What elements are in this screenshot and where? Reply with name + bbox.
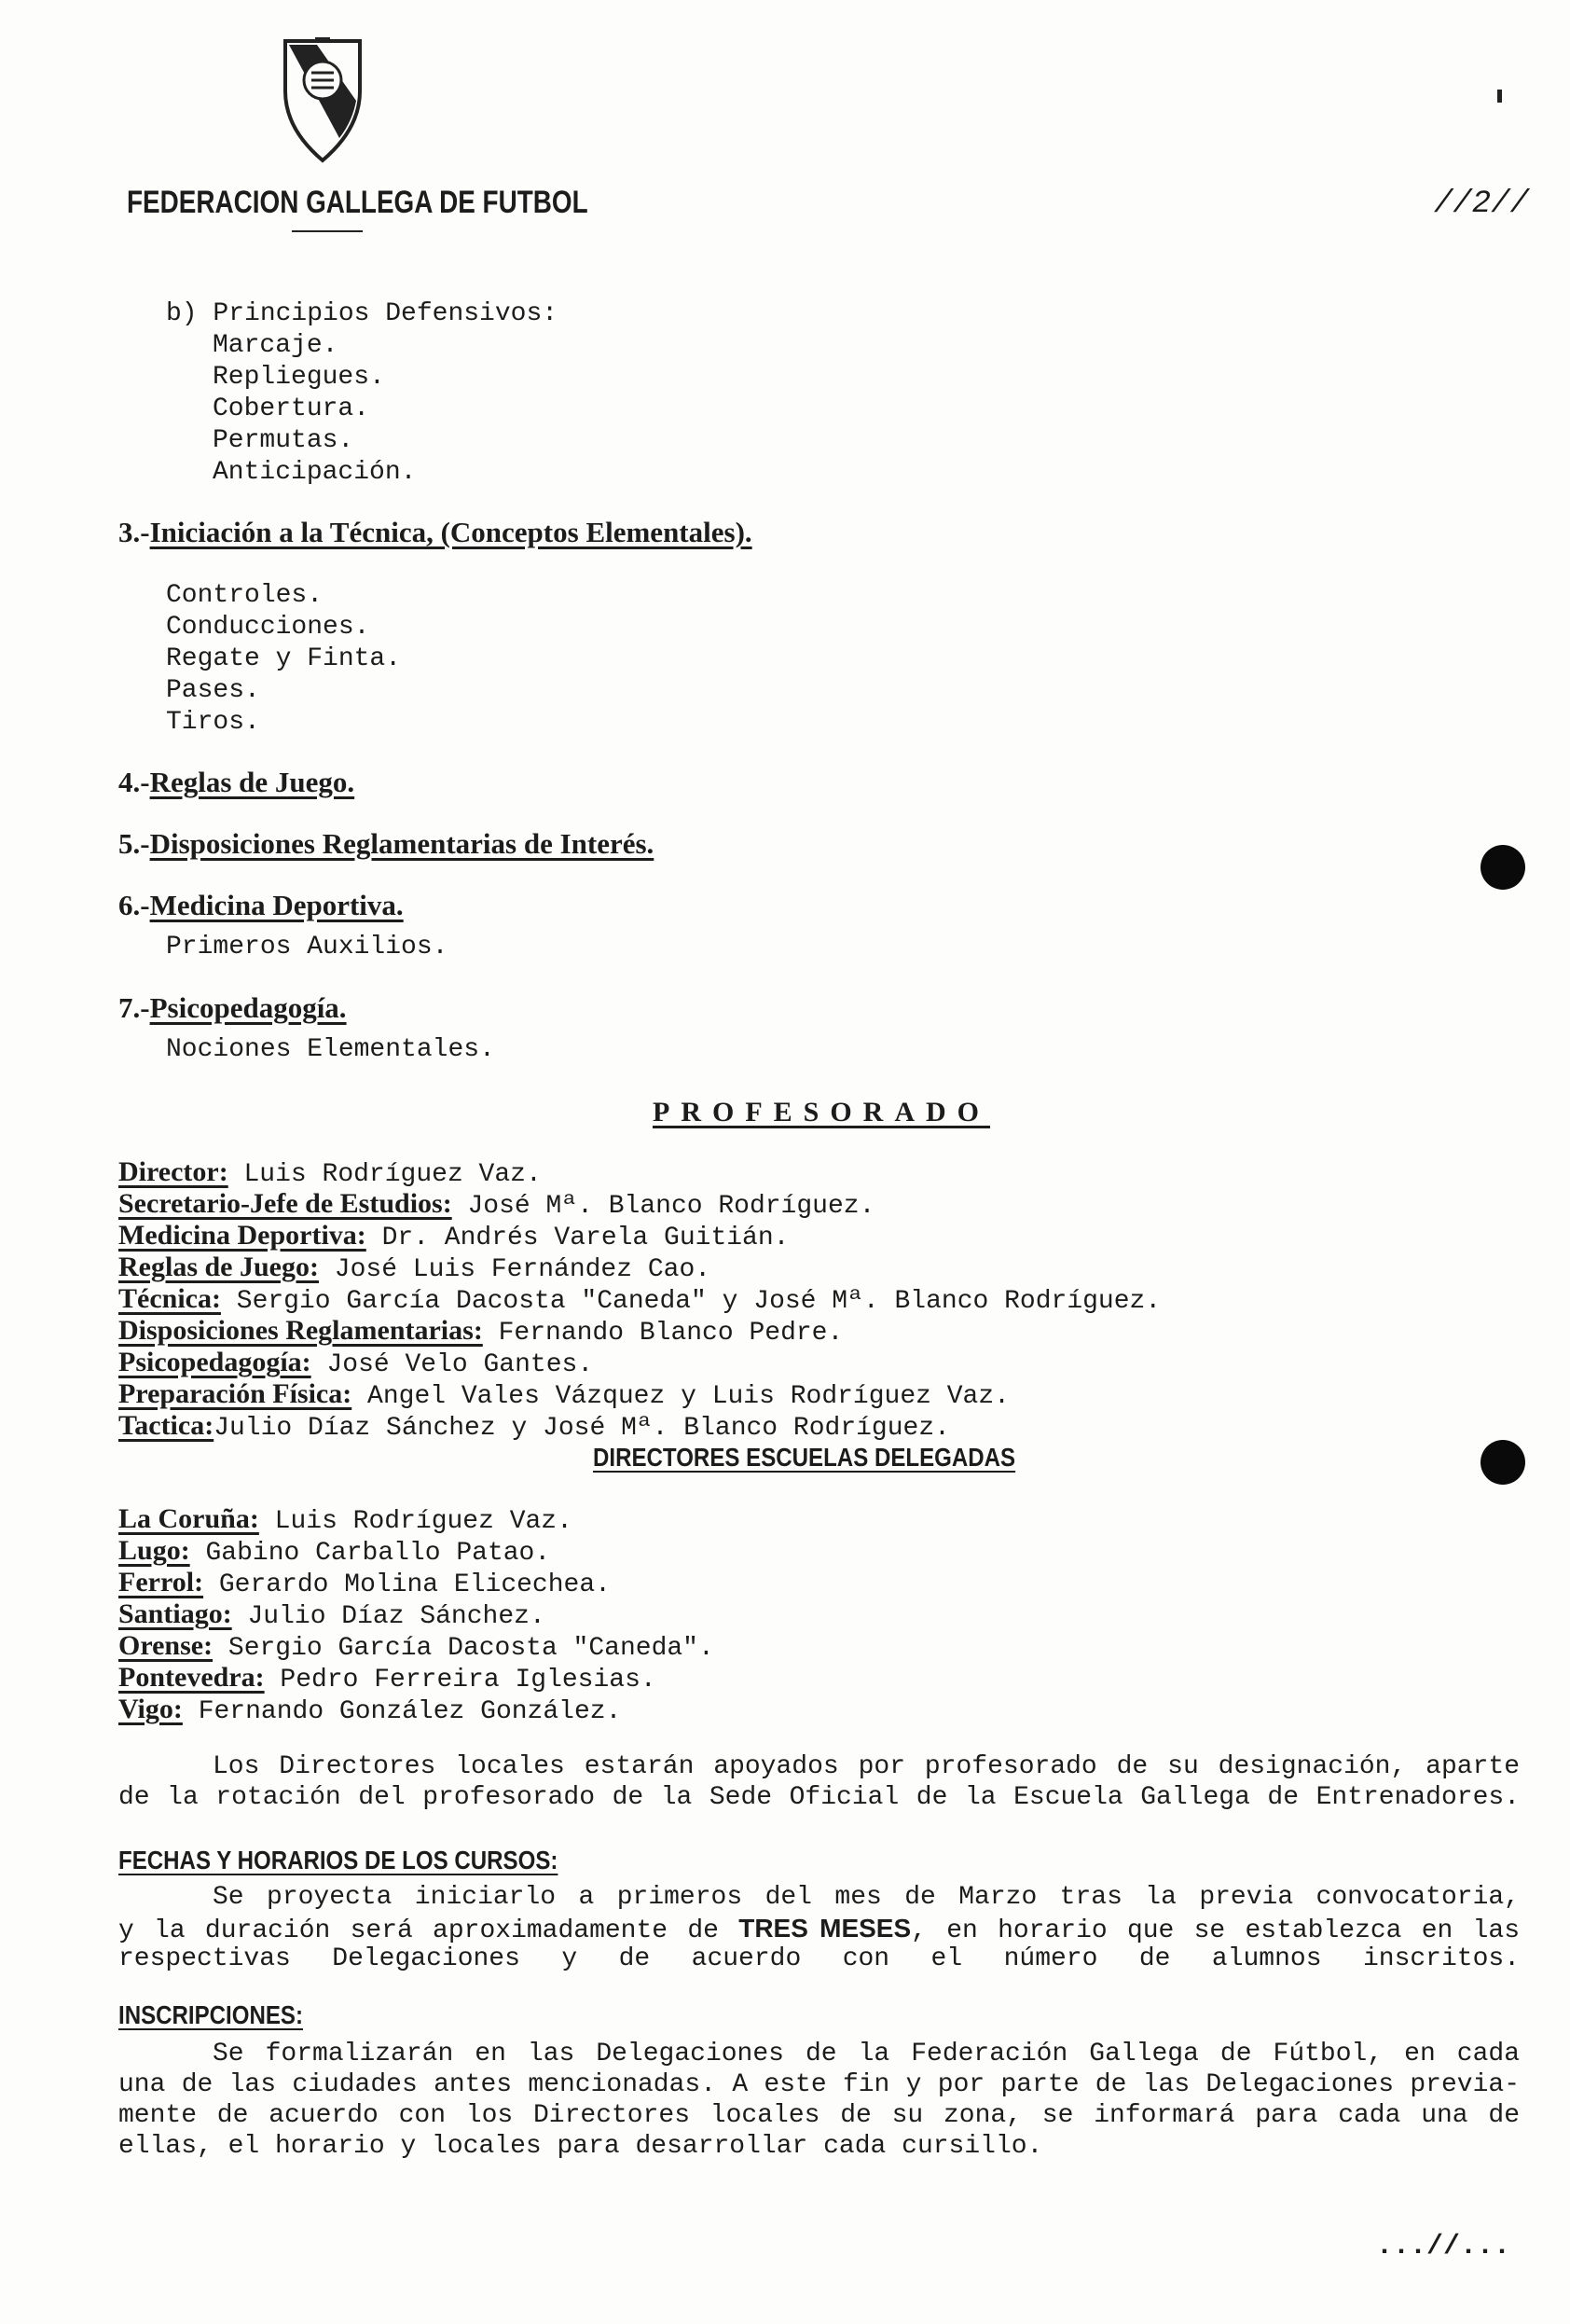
text-run: y la duración será aproximadamente de xyxy=(118,1916,719,1945)
staff-row xyxy=(118,1220,789,1254)
staff-role: Preparación Física: xyxy=(118,1378,352,1409)
staff-name: Julio Díaz Sánchez y José Mª. Blanco Rodríguez. xyxy=(213,1414,950,1443)
staff-name: Luis Rodríguez Vaz. xyxy=(227,1160,542,1189)
staff-role: Director: xyxy=(118,1156,228,1187)
director-name: Gerardo Molina Elicechea. xyxy=(203,1570,611,1599)
staff-name: José Mª. Blanco Rodríguez. xyxy=(451,1192,875,1221)
paragraph-line: una de las ciudades antes mencionadas. A este fin y por parte de las Delegaciones previa- xyxy=(118,2070,1520,2099)
list-item: Controles. xyxy=(166,581,324,610)
section-6-text: Primeros Auxilios. xyxy=(166,933,448,961)
section-number: 7.- xyxy=(118,991,150,1024)
director-row xyxy=(118,1662,656,1696)
city-label: La Coruña: xyxy=(118,1503,259,1534)
list-item: Regate y Finta. xyxy=(166,644,402,673)
list-item: Conducciones. xyxy=(166,613,370,642)
staff-name: Sergio García Dacosta "Caneda" y José Mª. Blanco Rodríguez. xyxy=(220,1287,1162,1316)
section-6-heading xyxy=(118,890,404,925)
list-item: Marcaje. xyxy=(213,331,338,360)
staff-name: Angel Vales Vázquez y Luis Rodríguez Vaz. xyxy=(351,1382,1010,1411)
staff-name: José Luis Fernández Cao. xyxy=(318,1255,711,1284)
city-label: Orense: xyxy=(118,1630,213,1661)
staff-role: Medicina Deportiva: xyxy=(118,1220,366,1251)
organization-name: FEDERACION GALLEGA DE FUTBOL xyxy=(127,185,588,220)
city-label: Vigo: xyxy=(118,1694,183,1724)
city-label: Santiago: xyxy=(118,1598,232,1629)
list-item: Tiros. xyxy=(166,708,260,737)
staff-row xyxy=(118,1378,1010,1413)
director-name: Gabino Carballo Patao. xyxy=(189,1539,551,1568)
staff-row xyxy=(118,1156,542,1191)
city-label: Pontevedra: xyxy=(118,1662,265,1693)
director-name: Sergio García Dacosta "Caneda". xyxy=(213,1634,714,1663)
director-row xyxy=(118,1630,714,1665)
profesorado-title: PROFESORADO xyxy=(653,1097,991,1127)
director-name: Fernando González González. xyxy=(182,1697,622,1726)
section-title: Psicopedagogía. xyxy=(149,991,347,1024)
list-item: Pases. xyxy=(166,676,260,705)
director-name: Luis Rodríguez Vaz. xyxy=(258,1507,572,1536)
paragraph-line: Se formalizarán en las Delegaciones de la Federación Gallega de Fútbol, en cada xyxy=(213,2040,1520,2068)
staff-role: Técnica: xyxy=(118,1283,221,1314)
director-row xyxy=(118,1694,621,1728)
director-row xyxy=(118,1535,550,1570)
paragraph-line: respectivas Delegaciones y de acuerdo con el número de alumnos inscritos. xyxy=(118,1944,1520,1973)
text-run: , en horario que se establezca en las xyxy=(911,1916,1521,1945)
director-row xyxy=(118,1503,572,1538)
staff-name: Dr. Andrés Varela Guitián. xyxy=(365,1224,790,1252)
section-number: 5.- xyxy=(118,827,150,860)
staff-role: Disposiciones Reglamentarias: xyxy=(118,1315,483,1346)
list-item: Cobertura. xyxy=(213,394,370,423)
paragraph-line: mente de acuerdo con los Directores locales de su zona, se informará para cada una de xyxy=(118,2101,1520,2130)
organization-underline xyxy=(292,230,363,232)
inscripciones-heading: INSCRIPCIONES: xyxy=(118,2000,304,2029)
section-5-heading xyxy=(118,828,654,864)
section-number: 6.- xyxy=(118,889,150,921)
paragraph-line: ellas, el horario y locales para desarrollar cada cursillo. xyxy=(118,2132,1043,2161)
section-4-heading xyxy=(118,767,354,802)
section-title: Disposiciones Reglamentarias de Interés. xyxy=(149,827,654,860)
section-7-text: Nociones Elementales. xyxy=(166,1035,495,1064)
emphasis-text: TRES MESES xyxy=(738,1914,912,1943)
director-name: Pedro Ferreira Iglesias. xyxy=(264,1666,656,1695)
staff-row xyxy=(118,1315,843,1349)
staff-row xyxy=(118,1347,593,1381)
section-title: Iniciación a la Técnica, (Conceptos Elementales). xyxy=(149,516,752,548)
staff-name: Fernando Blanco Pedre. xyxy=(482,1319,844,1348)
city-label: Lugo: xyxy=(118,1535,190,1566)
section-title: Medicina Deportiva. xyxy=(149,889,404,921)
section-number: 3.- xyxy=(118,516,150,548)
punch-hole xyxy=(1480,845,1525,890)
staff-name: José Velo Gantes. xyxy=(310,1350,594,1379)
paragraph-line: Se proyecta iniciarlo a primeros del mes de Marzo tras la previa convocatoria, xyxy=(213,1883,1520,1912)
section-number: 4.- xyxy=(118,766,150,798)
staff-role: Reglas de Juego: xyxy=(118,1252,319,1282)
staff-role: Psicopedagogía: xyxy=(118,1347,311,1377)
list-item: Repliegues. xyxy=(213,363,385,392)
list-item: Permutas. xyxy=(213,426,354,455)
staff-row xyxy=(118,1188,875,1223)
section-7-heading xyxy=(118,992,347,1028)
staff-role: Tactica: xyxy=(118,1410,214,1441)
paragraph-line: de la rotación del profesorado de la Sede Oficial de la Escuela Gallega de Entrenadores. xyxy=(118,1783,1520,1812)
director-row xyxy=(118,1567,611,1601)
staff-row xyxy=(118,1252,710,1286)
director-name: Julio Díaz Sánchez. xyxy=(231,1602,545,1631)
federation-crest-logo xyxy=(280,35,365,166)
paragraph-line xyxy=(118,1913,1520,1946)
list-item: Anticipación. xyxy=(213,458,417,487)
directores-title: DIRECTORES ESCUELAS DELEGADAS xyxy=(593,1443,1016,1472)
staff-row xyxy=(118,1410,950,1445)
margin-mark xyxy=(1497,90,1502,103)
punch-hole xyxy=(1480,1440,1525,1485)
director-row xyxy=(118,1598,545,1633)
page-number: //2// xyxy=(1434,187,1530,222)
section-3-heading xyxy=(118,517,752,552)
section-title: Reglas de Juego. xyxy=(149,766,355,798)
fechas-heading: FECHAS Y HORARIOS DE LOS CURSOS: xyxy=(118,1846,558,1874)
staff-role: Secretario-Jefe de Estudios: xyxy=(118,1188,452,1219)
staff-row xyxy=(118,1283,1161,1318)
continuation-mark: ...//... xyxy=(1376,2231,1511,2262)
defensive-heading: b) Principios Defensivos: xyxy=(166,299,558,328)
city-label: Ferrol: xyxy=(118,1567,204,1598)
paragraph-line: Los Directores locales estarán apoyados por profesorado de su designación, aparte xyxy=(213,1752,1520,1781)
